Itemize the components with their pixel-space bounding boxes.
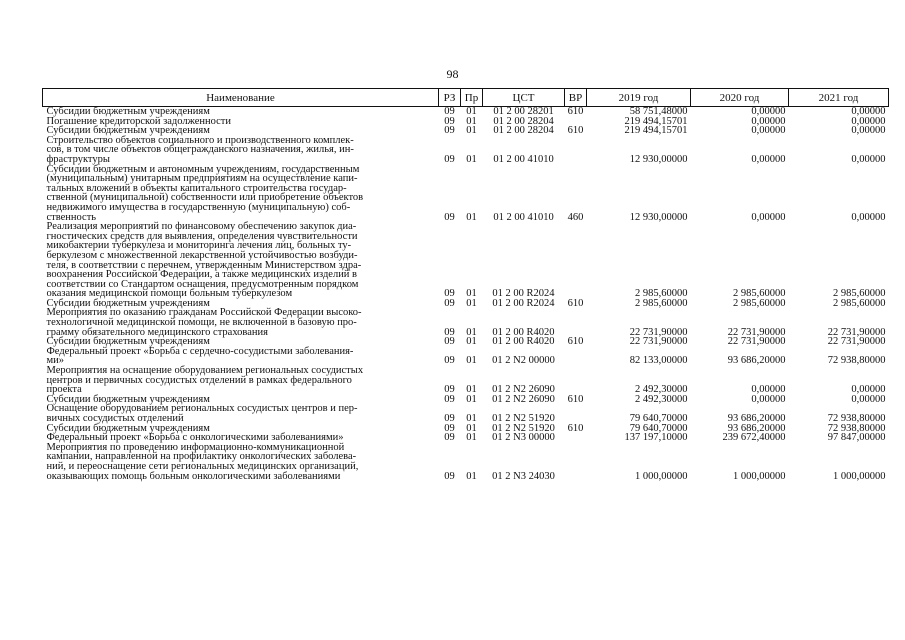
header-2021: 2021 год	[789, 89, 889, 107]
row-vr: 460	[567, 211, 584, 223]
row-cst: 01 2 N2 51920	[492, 422, 555, 434]
row-value-2020: 0,00000	[751, 106, 786, 117]
row-pr: 01	[466, 326, 477, 338]
row-value-2020: 93 686,20000	[727, 413, 786, 424]
row-cst: 01 2 N2 51920	[492, 413, 555, 424]
row-value-2021: 0,00000	[851, 211, 886, 223]
row-value-2021: 72 938,80000	[827, 413, 886, 424]
row-value-2021: 1 000,00000	[833, 470, 886, 482]
row-value-2021: 22 731,90000	[827, 336, 886, 348]
row-pr: 01	[466, 125, 477, 137]
row-vr: 610	[567, 336, 584, 348]
row-value-2019: 2 985,60000	[635, 297, 688, 309]
row-name: Субсидии бюджетным учреждениям	[46, 125, 210, 137]
row-pr: 01	[466, 288, 477, 300]
row-name: Погашение кредиторской задолженности	[46, 115, 231, 127]
row-rz: 09	[444, 288, 455, 300]
row-value-2019: 58 751,48000	[629, 106, 688, 117]
row-value-2019: 22 731,90000	[629, 336, 688, 348]
row-rz: 09	[444, 326, 455, 338]
row-value-2019: 219 494,15701	[624, 125, 688, 137]
row-pr: 01	[466, 413, 477, 424]
row-value-2021: 2 985,60000	[833, 297, 886, 309]
row-rz: 09	[444, 297, 455, 309]
row-rz: 09	[444, 422, 455, 434]
header-pr: Пр	[461, 89, 483, 107]
row-cst: 01 2 N3 24030	[492, 470, 555, 482]
row-value-2019: 82 133,00000	[629, 355, 688, 367]
row-rz: 09	[444, 115, 455, 127]
row-rz: 09	[444, 211, 455, 223]
row-value-2021: 72 938,80000	[827, 355, 886, 367]
header-name: Наименование	[43, 89, 439, 107]
row-cst: 01 2 00 28204	[493, 115, 554, 127]
row-pr: 01	[466, 355, 477, 367]
row-name: Субсидии бюджетным учреждениям	[46, 297, 210, 309]
row-value-2021: 0,00000	[851, 106, 886, 117]
row-vr	[565, 404, 587, 423]
row-vr: 610	[567, 422, 584, 434]
header-cst: ЦСТ	[483, 89, 565, 107]
row-rz: 09	[444, 336, 455, 348]
row-cst: 01 2 00 R2024	[492, 288, 555, 300]
row-name: Федеральный проект «Борьба с онкологическими заболеваниями»	[46, 432, 344, 444]
budget-table	[42, 88, 889, 481]
row-pr: 01	[466, 153, 477, 165]
row-rz: 09	[444, 413, 455, 424]
table-row	[43, 366, 889, 395]
row-cst: 01 2 00 R4020	[492, 336, 555, 348]
row-cst: 01 2 00 R4020	[492, 326, 555, 338]
row-name: Мероприятия по оказанию гражданам Российской Федерации высоко- технологичной медицинской помощи, не включенной в базовую про- грамму обязательного медицинского страхования	[46, 307, 362, 338]
row-pr: 01	[466, 384, 477, 396]
row-vr	[565, 366, 587, 395]
row-cst: 01 2 N3 00000	[492, 432, 555, 444]
table-row	[43, 404, 889, 423]
row-pr: 01	[466, 297, 477, 309]
row-vr	[565, 222, 587, 299]
header-vr: ВР	[565, 89, 587, 107]
row-value-2019: 12 930,00000	[629, 211, 688, 223]
header-2020: 2020 год	[691, 89, 789, 107]
row-cst: 01 2 00 28204	[493, 125, 554, 137]
row-value-2021: 2 985,60000	[833, 288, 886, 300]
row-value-2020: 0,00000	[751, 153, 786, 165]
row-value-2019: 79 640,70000	[629, 413, 688, 424]
row-pr: 01	[466, 432, 477, 444]
row-value-2019: 137 197,10000	[624, 432, 688, 444]
row-name: Субсидии бюджетным учреждениям	[46, 422, 210, 434]
row-cst: 01 2 N2 26090	[492, 384, 555, 396]
row-vr: 610	[567, 106, 584, 117]
row-value-2021: 0,00000	[851, 153, 886, 165]
row-vr: 610	[567, 393, 584, 405]
row-rz: 09	[444, 470, 455, 482]
row-name: Субсидии бюджетным учреждениям	[46, 336, 210, 348]
row-name: Субсидии бюджетным учреждениям	[46, 106, 210, 117]
row-cst: 01 2 N2 26090	[492, 393, 555, 405]
row-value-2020: 0,00000	[751, 384, 786, 396]
table-row	[43, 347, 889, 366]
row-value-2019: 2 492,30000	[635, 393, 688, 405]
row-name: Мероприятия по проведению информационно-коммуникационной кампании, направленной на профилактику онкологических заболева- ний, и переоснащение сети региональных медицинских организаций, оказывающих помощь больным онкологическими заболеваниями	[46, 441, 359, 482]
row-rz: 09	[444, 106, 455, 117]
row-value-2021: 0,00000	[851, 393, 886, 405]
row-pr: 01	[466, 470, 477, 482]
row-value-2021: 0,00000	[851, 115, 886, 127]
page-number: 98	[446, 67, 459, 81]
row-value-2020: 0,00000	[751, 115, 786, 127]
row-value-2020: 1 000,00000	[733, 470, 786, 482]
row-name: Субсидии бюджетным учреждениям	[46, 393, 210, 405]
row-pr: 01	[466, 211, 477, 223]
row-cst: 01 2 00 28201	[493, 106, 554, 117]
row-value-2020: 2 985,60000	[733, 297, 786, 309]
row-cst: 01 2 00 41010	[493, 153, 554, 165]
row-value-2020: 22 731,90000	[727, 326, 786, 338]
row-value-2019: 22 731,90000	[629, 326, 688, 338]
row-pr: 01	[466, 422, 477, 434]
row-cst: 01 2 N2 00000	[492, 355, 555, 367]
row-value-2021: 0,00000	[851, 125, 886, 137]
table-row	[43, 136, 889, 165]
row-name: Мероприятия на оснащение оборудованием региональных сосудистых центров и первичных сосудистых отделений в рамках федерального проекта	[46, 365, 364, 396]
row-pr: 01	[466, 106, 477, 117]
row-rz: 09	[444, 355, 455, 367]
row-value-2020: 2 985,60000	[733, 288, 786, 300]
row-value-2020: 93 686,20000	[727, 422, 786, 434]
row-rz: 09	[444, 432, 455, 444]
row-rz: 09	[444, 384, 455, 396]
table-header-row	[43, 89, 889, 107]
row-cst: 01 2 00 41010	[493, 211, 554, 223]
row-vr	[565, 308, 587, 337]
row-value-2019: 2 985,60000	[635, 288, 688, 300]
row-value-2019: 2 492,30000	[635, 384, 688, 396]
row-value-2020: 0,00000	[751, 393, 786, 405]
row-name: Оснащение оборудованием региональных сосудистых центров и пер- вичных сосудистых отделений	[46, 403, 358, 424]
row-rz: 09	[444, 393, 455, 405]
row-value-2019: 1 000,00000	[635, 470, 688, 482]
table-row	[43, 308, 889, 337]
row-name: Реализация мероприятий по финансовому обеспечению закупок диа- гностических средств для выявления, определения чувствительности микобактерии туберкулеза и мониторинга лечения лиц, больных ту- беркулезом с множественной лекарственной устойчивостью возбуди- теля, в соответствии с перечнем, утвержденным Министерством здра- воохранения Российской Федерации, а также медицинских изделий в соответствии со Стандартом оснащения, предусмотренным порядком оказания медицинской помощи больным туберкулезом	[46, 221, 362, 300]
row-cst: 01 2 00 R2024	[492, 297, 555, 309]
row-value-2020: 0,00000	[751, 211, 786, 223]
header-rz: РЗ	[439, 89, 461, 107]
row-pr: 01	[466, 393, 477, 405]
table-row	[43, 222, 889, 299]
table-row	[43, 443, 889, 481]
row-rz: 09	[444, 153, 455, 165]
row-value-2019: 12 930,00000	[629, 153, 688, 165]
row-name: Субсидии бюджетным и автономным учреждениям, государственным (муниципальным) унитарным предприятиям на осуществление капи- тальных вложений в объекты капитального строительства государ- ственной (муниципальной) собственности или приобретение объектов недвижимого имущества в государственную (муниципальную) соб- ственность	[46, 163, 364, 223]
row-value-2020: 0,00000	[751, 125, 786, 137]
row-vr	[565, 136, 587, 165]
row-name: Строительство объектов социального и производственного комплек- сов, в том числе объектов общегражданского назначения, жилья, ин- фраструктуры	[46, 134, 354, 165]
header-2019: 2019 год	[587, 89, 691, 107]
row-value-2020: 22 731,90000	[727, 336, 786, 348]
row-vr	[565, 347, 587, 366]
row-value-2021: 0,00000	[851, 384, 886, 396]
row-value-2019: 79 640,70000	[629, 422, 688, 434]
row-value-2019: 219 494,15701	[624, 115, 688, 127]
row-value-2021: 72 938,80000	[827, 422, 886, 434]
row-name: Федеральный проект «Борьба с сердечно-сосудистыми заболевания- ми»	[46, 345, 354, 367]
row-value-2021: 22 731,90000	[827, 326, 886, 338]
row-vr	[565, 443, 587, 481]
row-vr: 610	[567, 297, 584, 309]
row-vr	[565, 433, 587, 443]
row-value-2020: 93 686,20000	[727, 355, 786, 367]
row-rz: 09	[444, 125, 455, 137]
row-pr: 01	[466, 115, 477, 127]
row-value-2020: 239 672,40000	[722, 432, 786, 444]
row-vr: 610	[567, 125, 584, 137]
row-pr: 01	[466, 336, 477, 348]
row-value-2021: 97 847,00000	[827, 432, 886, 444]
table-row	[43, 165, 889, 223]
